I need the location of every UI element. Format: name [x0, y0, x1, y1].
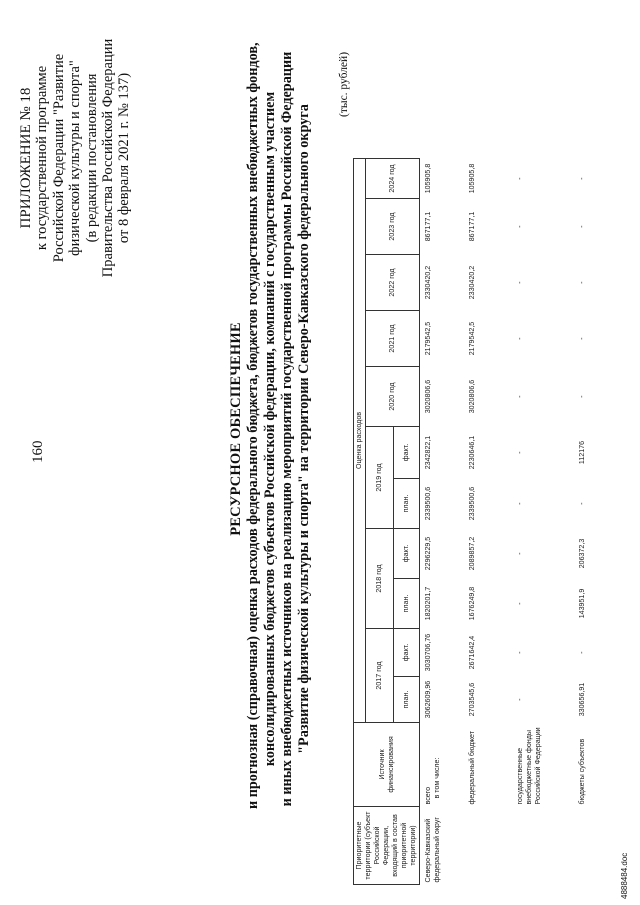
source-label: всего — [424, 786, 432, 805]
value-cell: 3020806,6 — [424, 379, 432, 414]
value-cell: 2671642,4 — [467, 635, 476, 670]
value-cell: 2330420,2 — [467, 265, 476, 300]
value-cell: - — [515, 451, 524, 454]
units-label: (тыс. рублей) — [338, 51, 350, 117]
value-cell: 2339500,6 — [424, 486, 432, 521]
header-plan: план. — [394, 677, 420, 723]
header-plan: план. — [394, 479, 420, 529]
source-cell: бюджеты субъектов — [577, 738, 586, 805]
value-cell: - — [515, 552, 524, 555]
appendix-line: Правительства Российской Федерации — [100, 38, 117, 278]
table-row — [574, 159, 608, 885]
file-code: 4888484.doc — [620, 852, 629, 899]
header-fact: факт. — [394, 529, 420, 579]
header-year-2017: 2017 год — [366, 629, 394, 723]
value-cell: 330656,91 — [577, 682, 586, 717]
table-row — [420, 159, 464, 885]
appendix-heading: ПРИЛОЖЕНИЕ № 18 — [18, 87, 34, 229]
header-territory: Приоритетные территории (субъект Российской Федерации, входящий в состав приоритетной территории) — [354, 807, 420, 885]
table-row — [464, 159, 512, 885]
header-source: Источник финансирования — [354, 723, 420, 807]
value-cell: 3030706,76 — [424, 633, 432, 672]
value-cell: 3062609,96 — [424, 680, 432, 719]
value-cell: - — [515, 177, 524, 180]
title-line: "Развитие физической культуры и спорта" на территории Северо-Кавказского федерального округа — [296, 104, 312, 754]
appendix-line: к государственной программе — [34, 65, 51, 251]
value-cell: - — [577, 395, 586, 398]
table-row — [512, 159, 574, 885]
value-cell: - — [515, 602, 524, 605]
value-cell: 2296229,5 — [424, 536, 432, 571]
source-cell — [420, 723, 464, 807]
source-cell: государственные внебюджетные фонды Российской Федерации — [515, 727, 542, 805]
header-year-2022: 2022 год — [366, 255, 420, 311]
source-subnote: в том числе: — [433, 757, 441, 799]
appendix-line: от 8 февраля 2021 г. № 137) — [116, 72, 133, 244]
value-cell: - — [577, 281, 586, 284]
value-cell: - — [577, 225, 586, 228]
title-main: РЕСУРСНОЕ ОБЕСПЕЧЕНИЕ — [228, 322, 244, 536]
value-cell: - — [515, 651, 524, 654]
value-cell: 105905,8 — [424, 163, 432, 194]
value-cell: - — [577, 337, 586, 340]
resource-table — [353, 158, 608, 885]
header-fact: факт. — [394, 629, 420, 677]
value-cell: 2703545,6 — [467, 682, 476, 717]
value-cell: 1676249,8 — [467, 586, 476, 621]
appendix-block — [18, 8, 133, 308]
value-cell: 2089857,2 — [467, 536, 476, 571]
value-cell: - — [577, 651, 586, 654]
value-cell: 2179542,5 — [424, 321, 432, 356]
title-line: и иных внебюджетных источников на реализацию мероприятий государственной программы Российской Федерации — [279, 51, 295, 807]
value-cell: - — [515, 502, 524, 505]
value-cell: - — [515, 698, 524, 701]
header-year-2018: 2018 год — [366, 529, 394, 629]
page-number: 160 — [30, 440, 46, 463]
value-cell: 2230646,1 — [467, 435, 476, 470]
appendix-line: физической культуры и спорта" — [67, 60, 84, 256]
value-cell: 143951,9 — [577, 588, 586, 619]
value-cell: - — [577, 502, 586, 505]
appendix-line: Российской Федерации "Развитие — [50, 53, 67, 263]
header-year-2021: 2021 год — [366, 311, 420, 367]
value-cell: - — [515, 281, 524, 284]
header-plan: план. — [394, 579, 420, 629]
header-fact: факт. — [394, 427, 420, 479]
value-cell: 105905,8 — [467, 163, 476, 194]
value-cell: 2330420,2 — [424, 265, 432, 300]
value-cell: 112176 — [577, 440, 586, 465]
header-year-2024: 2024 год — [366, 159, 420, 199]
value-cell: - — [577, 177, 586, 180]
header-year-2023: 2023 год — [366, 199, 420, 255]
header-estimate: Оценка расходов — [354, 159, 366, 723]
value-cell: 2342822,1 — [424, 435, 432, 470]
value-cell: 867177,1 — [467, 211, 476, 242]
value-cell: 3020806,6 — [467, 379, 476, 414]
title-line: и прогнозная (справочная) оценка расходов федерального бюджета, бюджетов государственных внебюджетных фондов, — [245, 42, 261, 809]
value-cell: - — [515, 395, 524, 398]
appendix-line: (в редакции постановления — [83, 73, 100, 243]
value-cell: 2179542,5 — [467, 321, 476, 356]
value-cell: 2339500,6 — [467, 486, 476, 521]
header-year-2019: 2019 год — [366, 427, 394, 529]
value-cell: 867177,1 — [424, 211, 432, 242]
value-cell: 206372,3 — [577, 538, 586, 569]
territory-cell: Северо-Кавказский федеральный округ — [424, 817, 441, 883]
value-cell: - — [515, 337, 524, 340]
document-title — [228, 42, 313, 809]
title-line: консолидированных бюджетов субъектов Российской федерации, компаний с государственным участием — [262, 91, 278, 767]
value-cell: - — [515, 225, 524, 228]
header-year-2020: 2020 год — [366, 367, 420, 427]
value-cell: 1820201,7 — [424, 586, 432, 621]
source-cell: федеральный бюджет — [467, 731, 476, 805]
